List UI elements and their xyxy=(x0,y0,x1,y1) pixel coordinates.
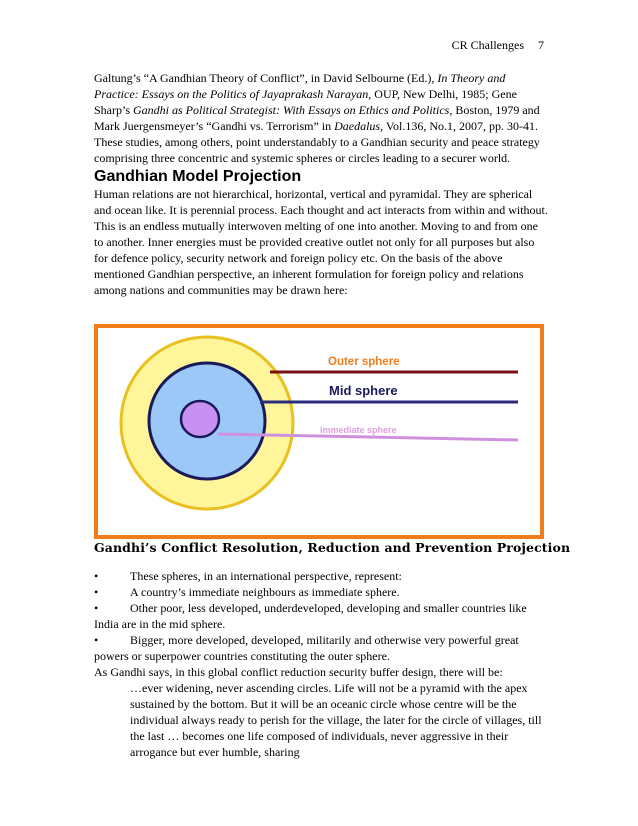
page-number: 7 xyxy=(538,38,544,52)
section-paragraph: Human relations are not hierarchical, horizontal, vertical and pyramidal. They are spherical and ocean like. It is perennial process. Each thought and act interacts from within and without. This is an endless mutually interwoven melting of one into another. Moving to and from one to another. Inner energies must be provided creative outlet not only for all purposes but also for defence policy, security network and foreign policy etc. On the basis of the above mentioned Gandhian perspective, an inherent formulation for foreign policy and relations among nations and communities may be drawn here: xyxy=(94,187,548,297)
citation-title-1: In Theory and Practice: Essays on the Politics of Jayaprakash Narayan xyxy=(94,71,506,101)
bullet-list xyxy=(94,568,550,760)
list-item-text xyxy=(94,600,550,632)
citation-text-4: , Vol.136, No.1, 2007, pp. 30-41. xyxy=(380,119,539,133)
list-item xyxy=(94,568,550,584)
immediate-sphere-circle xyxy=(181,401,219,437)
list-item-text xyxy=(94,632,550,664)
intro-block xyxy=(94,70,550,298)
spheres-diagram xyxy=(94,324,544,539)
running-header xyxy=(452,38,544,53)
citation-text-3: , Boston, 1979 and Mark Juergensmeyer’s “Gandhi vs. Terrorism” in xyxy=(94,103,540,133)
citation-text-2: , OUP, New Delhi, 1985; Gene Sharp’s xyxy=(94,87,517,117)
bullet-icon: • xyxy=(94,633,99,647)
outer-sphere-label: Outer sphere xyxy=(328,356,400,368)
list-item xyxy=(94,584,550,600)
closing-lead: As Gandhi says, in this global conflict reduction security buffer design, there will be: xyxy=(94,665,503,679)
studies-paragraph: These studies, among others, point understandably to a Gandhian security and peace strategy comprising three concentric and systemic spheres or circles leading to a securer world. xyxy=(94,135,540,165)
mid-sphere-label: Mid sphere xyxy=(329,383,398,398)
bullet-icon: • xyxy=(94,601,99,615)
gandhi-quote: …ever widening, never ascending circles. Life will not be a pyramid with the apex sustained by the bottom. But it will be an oceanic circle whose centre will be the individual always ready to perish for the village, the later for the circle of villages, till the last … becomes one life composed of individuals, never aggressive in their arrogance but ever humble, sharing xyxy=(130,681,542,759)
list-item xyxy=(94,632,550,664)
running-title: CR Challenges xyxy=(451,38,524,52)
immediate-sphere-label: immediate sphere xyxy=(320,425,397,435)
list-item xyxy=(94,600,550,632)
list-item-text: A country’s immediate neighbours as immediate sphere. xyxy=(130,585,400,599)
figure-caption: Gandhi’s Conflict Resolution, Reduction and Prevention Projection xyxy=(94,540,571,555)
list-item-body: Bigger, more developed, developed, militarily and otherwise very powerful great powers or superpower countries constituting the outer sphere. xyxy=(94,633,519,663)
section-heading: Gandhian Model Projection xyxy=(94,168,302,185)
citation-title-3: Daedalus xyxy=(334,119,381,133)
citation-text-1: Galtung’s “A Gandhian Theory of Conflict”, in David Selbourne (Ed.), xyxy=(94,71,438,85)
citation-title-2: Gandhi as Political Strategist: With Essays on Ethics and Politics xyxy=(133,103,450,117)
list-item-body: Other poor, less developed, underdeveloped, developing and smaller countries like India are in the mid sphere. xyxy=(94,601,527,631)
citation-paragraph xyxy=(94,70,550,134)
list-item-text: These spheres, in an international perspective, represent: xyxy=(130,569,402,583)
bullet-icon: • xyxy=(94,569,99,583)
bullet-icon: • xyxy=(94,585,99,599)
